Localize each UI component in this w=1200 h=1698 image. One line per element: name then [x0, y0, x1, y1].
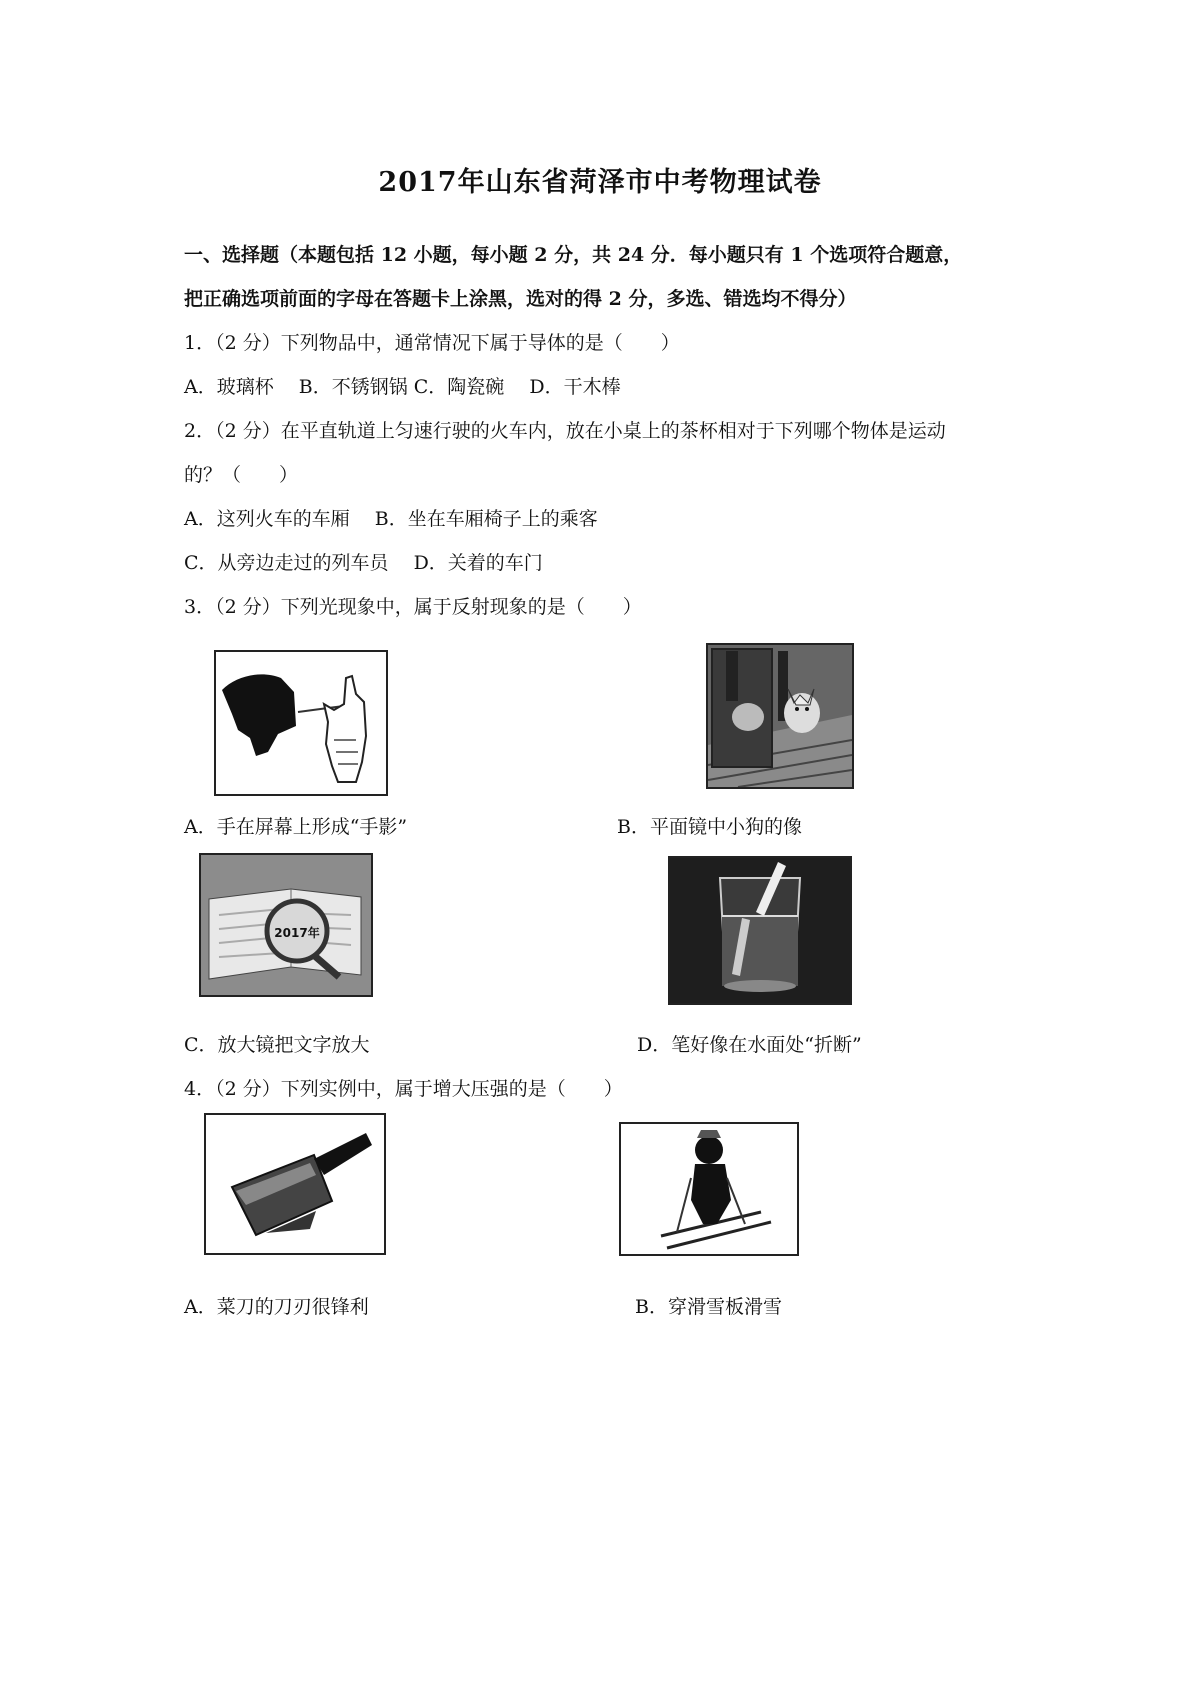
- hand-shadow-image: [214, 650, 388, 796]
- pencil-in-water-image: [668, 856, 852, 1005]
- skier-image: [619, 1122, 799, 1256]
- question-2-stem-line1: 2．（2 分）在平直轨道上匀速行驶的火车内，放在小桌上的茶杯相对于下列哪个物体是运动: [184, 420, 946, 442]
- section-heading-line2: 把正确选项前面的字母在答题卡上涂黑，选对的得 2 分，多选、错选均不得分）: [184, 288, 857, 310]
- question-2-stem-line2: 的？（ ）: [184, 464, 299, 486]
- question-2-options-line2: C．从旁边走过的列车员 D．关着的车门: [184, 552, 543, 574]
- question-3-option-b: B．平面镜中小狗的像: [617, 816, 802, 838]
- section-heading-line1: 一、选择题（本题包括 12 小题，每小题 2 分，共 24 分．每小题只有 1 个选项符合题意，: [184, 244, 963, 266]
- question-4-option-a: A．菜刀的刀刃很锋利: [184, 1296, 369, 1318]
- question-1-options: A．玻璃杯 B．不锈钢锅 C．陶瓷碗 D．干木棒: [184, 376, 621, 398]
- question-4-option-b: B．穿滑雪板滑雪: [635, 1296, 782, 1318]
- question-2-options-line1: A．这列火车的车厢 B．坐在车厢椅子上的乘客: [184, 508, 598, 530]
- mirror-dog-image: [706, 643, 854, 789]
- magnifier-text: 2017年: [274, 926, 320, 940]
- magnifier-image: [199, 853, 373, 997]
- question-3-option-c: C．放大镜把文字放大: [184, 1034, 370, 1056]
- question-1-stem: 1．（2 分）下列物品中，通常情况下属于导体的是（ ）: [184, 332, 680, 354]
- question-3-option-a: A．手在屏幕上形成“手影”: [184, 816, 408, 838]
- kitchen-knife-image: [204, 1113, 386, 1255]
- page-title: 2017年山东省菏泽市中考物理试卷: [378, 167, 822, 198]
- question-3-stem: 3．（2 分）下列光现象中，属于反射现象的是（ ）: [184, 596, 642, 618]
- question-4-stem: 4．（2 分）下列实例中，属于增大压强的是（ ）: [184, 1078, 623, 1100]
- question-3-option-d: D．笔好像在水面处“折断”: [637, 1034, 862, 1056]
